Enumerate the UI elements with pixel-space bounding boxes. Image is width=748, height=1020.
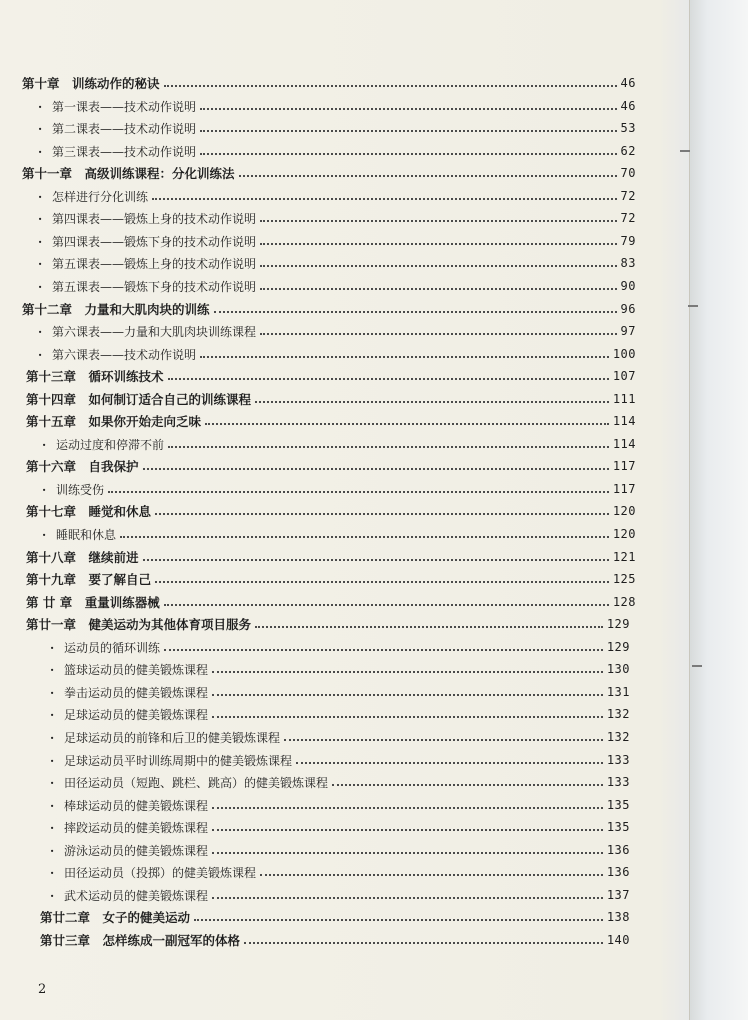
toc-dot-leader (143, 468, 609, 470)
toc-entry-title (50, 661, 210, 678)
toc-entry-text: 第廿一章 健美运动为其他体育项目服务 (26, 617, 252, 632)
toc-section-entry (42, 433, 636, 453)
paper-nick (680, 150, 690, 152)
toc-bullet: · (50, 799, 55, 813)
toc-chapter-entry (26, 455, 636, 475)
toc-page-number: 132 (606, 707, 630, 721)
toc-entry-title (38, 143, 198, 160)
toc-section-entry (38, 185, 636, 205)
toc-entry-text: 足球运动员的前锋和后卫的健美锻炼课程 (64, 731, 281, 745)
toc-dot-leader (255, 626, 603, 628)
toc-page-number: 125 (612, 572, 636, 586)
toc-entry-title (40, 931, 242, 949)
toc-page-number: 117 (612, 459, 636, 473)
toc-entry-text: 第十八章 继续前进 (26, 550, 139, 565)
toc-entry-text: 第十七章 睡觉和休息 (26, 504, 152, 519)
toc-entry-title (38, 278, 258, 295)
toc-entry-text: 第十六章 自我保护 (26, 459, 139, 474)
toc-dot-leader (212, 807, 603, 809)
toc-dot-leader (212, 716, 603, 718)
toc-dot-leader (164, 85, 617, 87)
toc-entry-text: 第三课表——技术动作说明 (52, 145, 197, 159)
toc-section-entry (50, 703, 630, 723)
toc-bullet: · (50, 731, 55, 745)
toc-page-number: 53 (620, 121, 636, 135)
toc-entry-title (26, 412, 203, 430)
toc-bullet: · (50, 663, 55, 677)
toc-bullet: · (42, 483, 47, 497)
toc-dot-leader (155, 513, 609, 515)
toc-page-number: 62 (620, 144, 636, 158)
toc-entry-title (50, 639, 162, 656)
toc-dot-leader (143, 559, 609, 561)
toc-bullet: · (50, 866, 55, 880)
toc-entry-title (50, 819, 210, 836)
toc-dot-leader (212, 694, 603, 696)
toc-bullet: · (38, 122, 43, 136)
toc-entry-text: 篮球运动员的健美锻炼课程 (64, 663, 209, 677)
toc-page-number: 121 (612, 550, 636, 564)
toc-page-number: 120 (612, 527, 636, 541)
toc-page-number: 135 (606, 820, 630, 834)
toc-entry-title (38, 323, 258, 340)
toc-chapter-entry (22, 162, 636, 182)
toc-entry-text: 怎样进行分化训练 (52, 190, 149, 204)
toc-dot-leader (200, 153, 617, 155)
toc-entry-title (42, 436, 166, 453)
toc-dot-leader (212, 829, 603, 831)
toc-page-number: 72 (620, 189, 636, 203)
toc-bullet: · (38, 100, 43, 114)
toc-entry-text: 足球运动员的健美锻炼课程 (64, 708, 209, 722)
paper-nick (688, 305, 698, 307)
toc-section-entry (50, 658, 630, 678)
toc-dot-leader (200, 356, 609, 358)
toc-dot-leader (244, 942, 603, 944)
toc-page-number: 132 (606, 730, 630, 744)
toc-section-entry (50, 816, 630, 836)
toc-entry-text: 武术运动员的健美锻炼课程 (64, 889, 209, 903)
page-edge-shadow (689, 0, 748, 1020)
toc-page-number: 140 (606, 933, 630, 947)
toc-chapter-entry (26, 568, 636, 588)
toc-dot-leader (255, 401, 609, 403)
toc-dot-leader (200, 130, 617, 132)
toc-page-number: 137 (606, 888, 630, 902)
toc-entry-text: 第十一章 高级训练课程：分化训练法 (22, 166, 235, 181)
toc-section-entry (38, 230, 636, 250)
toc-dot-leader (296, 762, 603, 764)
toc-bullet: · (42, 528, 47, 542)
toc-dot-leader (205, 423, 609, 425)
toc-entry-title (26, 502, 153, 520)
toc-entry-text: 第十二章 力量和大肌肉块的训练 (22, 302, 210, 317)
toc-section-entry (50, 794, 630, 814)
toc-bullet: · (50, 686, 55, 700)
toc-page-number: 100 (612, 347, 636, 361)
toc-page-number: 131 (606, 685, 630, 699)
toc-dot-leader (212, 897, 603, 899)
toc-chapter-entry (26, 500, 636, 520)
toc-dot-leader (239, 175, 617, 177)
toc-entry-title (50, 864, 258, 881)
toc-page-number: 120 (612, 504, 636, 518)
toc-bullet: · (38, 235, 43, 249)
toc-entry-title (50, 774, 330, 791)
toc-section-entry (38, 140, 636, 160)
toc-page-number: 135 (606, 798, 630, 812)
toc-dot-leader (164, 649, 603, 651)
toc-entry-title (26, 457, 141, 475)
toc-page-number: 129 (606, 617, 630, 631)
toc-entry-text: 田径运动员（短跑、跳栏、跳高）的健美锻炼课程 (64, 776, 329, 790)
toc-entry-title (50, 797, 210, 814)
toc-entry-title (50, 752, 294, 769)
toc-entry-text: 棒球运动员的健美锻炼课程 (64, 799, 209, 813)
toc-page-number: 96 (620, 302, 636, 316)
toc-page-number: 72 (620, 211, 636, 225)
toc-dot-leader (260, 265, 617, 267)
toc-page-number: 111 (612, 392, 636, 406)
toc-page-number: 46 (620, 99, 636, 113)
toc-dot-leader (155, 581, 609, 583)
toc-dot-leader (152, 198, 617, 200)
toc-bullet: · (50, 641, 55, 655)
toc-dot-leader (260, 288, 617, 290)
toc-bullet: · (38, 190, 43, 204)
toc-page-number: 83 (620, 256, 636, 270)
toc-dot-leader (212, 671, 603, 673)
toc-chapter-entry (26, 591, 636, 611)
toc-chapter-entry (22, 72, 636, 92)
toc-entry-text: 第十四章 如何制订适合自己的训练课程 (26, 392, 252, 407)
toc-section-entry (50, 749, 630, 769)
toc-chapter-entry (26, 613, 630, 633)
toc-section-entry (50, 861, 630, 881)
toc-dot-leader (260, 333, 617, 335)
toc-entry-text: 田径运动员（投掷）的健美锻炼课程 (64, 866, 257, 880)
toc-page-number: 136 (606, 843, 630, 857)
toc-bullet: · (42, 438, 47, 452)
toc-entry-title (38, 210, 258, 227)
toc-section-entry (38, 207, 636, 227)
toc-entry-title (38, 188, 150, 205)
toc-chapter-entry (40, 929, 630, 949)
toc-bullet: · (50, 844, 55, 858)
toc-bullet: · (38, 212, 43, 226)
toc-chapter-entry (26, 410, 636, 430)
toc-entry-title (50, 706, 210, 723)
toc-page-number: 107 (612, 369, 636, 383)
toc-page-number: 133 (606, 775, 630, 789)
toc-dot-leader (260, 243, 617, 245)
toc-bullet: · (50, 708, 55, 722)
toc-entry-text: 睡眠和休息 (56, 528, 117, 542)
toc-dot-leader (194, 919, 603, 921)
toc-entry-title (26, 548, 141, 566)
toc-page-number: 136 (606, 865, 630, 879)
toc-dot-leader (212, 852, 603, 854)
toc-chapter-entry (26, 546, 636, 566)
toc-chapter-entry (40, 906, 630, 926)
toc-entry-text: 摔跤运动员的健美锻炼课程 (64, 821, 209, 835)
toc-entry-title (22, 164, 237, 182)
toc-entry-title (38, 120, 198, 137)
toc-page-number: 46 (620, 76, 636, 90)
toc-page-number: 114 (612, 437, 636, 451)
toc-entry-title (50, 887, 210, 904)
toc-entry-text: 第廿二章 女子的健美运动 (40, 910, 191, 925)
toc-section-entry (50, 839, 630, 859)
toc-entry-text: 拳击运动员的健美锻炼课程 (64, 686, 209, 700)
toc-entry-title (38, 255, 258, 272)
toc-entry-title (38, 98, 198, 115)
toc-section-entry (50, 726, 630, 746)
toc-section-entry (38, 320, 636, 340)
toc-entry-text: 第十三章 循环训练技术 (26, 369, 164, 384)
toc-entry-text: 第十九章 要了解自己 (26, 572, 152, 587)
toc-entry-title (26, 390, 253, 408)
toc-entry-text: 游泳运动员的健美锻炼课程 (64, 844, 209, 858)
toc-entry-text: 运动员的循环训练 (64, 641, 161, 655)
toc-entry-title (38, 233, 258, 250)
toc-bullet: · (38, 348, 43, 362)
toc-entry-text: 第十章 训练动作的秘诀 (22, 76, 160, 91)
toc-dot-leader (214, 311, 617, 313)
toc-entry-text: 第一课表——技术动作说明 (52, 100, 197, 114)
toc-page-number: 133 (606, 753, 630, 767)
toc-entry-title (26, 593, 162, 611)
toc-entry-title (50, 684, 210, 701)
toc-dot-leader (120, 536, 609, 538)
toc-entry-title (26, 570, 153, 588)
toc-entry-title (22, 74, 162, 92)
toc-section-entry (38, 95, 636, 115)
toc-page-number: 97 (620, 324, 636, 338)
toc-page-number: 79 (620, 234, 636, 248)
toc-entry-text: 足球运动员平时训练周期中的健美锻炼课程 (64, 754, 293, 768)
toc-entry-title (38, 346, 198, 363)
toc-page-number: 117 (612, 482, 636, 496)
toc-dot-leader (260, 874, 603, 876)
toc-dot-leader (168, 378, 609, 380)
toc-bullet: · (38, 280, 43, 294)
toc-section-entry (38, 252, 636, 272)
toc-section-entry (42, 478, 636, 498)
toc-section-entry (38, 343, 636, 363)
toc-entry-title (50, 842, 210, 859)
toc-entry-title (42, 481, 106, 498)
toc-page-number: 130 (606, 662, 630, 676)
toc-dot-leader (168, 446, 609, 448)
toc-dot-leader (108, 491, 609, 493)
toc-section-entry (38, 275, 636, 295)
toc-entry-text: 第 廿 章 重量训练器械 (26, 595, 160, 610)
toc-bullet: · (50, 754, 55, 768)
toc-page-number: 128 (612, 595, 636, 609)
toc-entry-text: 第六课表——技术动作说明 (52, 348, 197, 362)
toc-page-number: 90 (620, 279, 636, 293)
toc-page-number: 114 (612, 414, 636, 428)
toc-entry-text: 第五课表——锻炼下身的技术动作说明 (52, 280, 257, 294)
toc-entry-text: 第二课表——技术动作说明 (52, 122, 197, 136)
toc-entry-text: 第四课表——锻炼下身的技术动作说明 (52, 235, 257, 249)
toc-entry-title (22, 300, 212, 318)
toc-dot-leader (284, 739, 603, 741)
toc-chapter-entry (26, 388, 636, 408)
toc-section-entry (50, 681, 630, 701)
toc-entry-text: 第六课表——力量和大肌肉块训练课程 (52, 325, 257, 339)
toc-chapter-entry (22, 298, 636, 318)
toc-dot-leader (260, 220, 617, 222)
page-number: 2 (38, 982, 47, 997)
toc-entry-text: 第四课表——锻炼上身的技术动作说明 (52, 212, 257, 226)
toc-bullet: · (38, 145, 43, 159)
toc-bullet: · (38, 257, 43, 271)
toc-bullet: · (50, 776, 55, 790)
toc-section-entry (42, 523, 636, 543)
toc-entry-title (40, 908, 192, 926)
toc-entry-title (26, 367, 166, 385)
toc-dot-leader (200, 108, 617, 110)
toc-dot-leader (332, 784, 603, 786)
toc-entry-text: 训练受伤 (56, 483, 105, 497)
toc-page-number: 70 (620, 166, 636, 180)
toc-dot-leader (164, 604, 609, 606)
toc-page-number: 138 (606, 910, 630, 924)
toc-section-entry (38, 117, 636, 137)
toc-bullet: · (50, 889, 55, 903)
toc-entry-text: 第廿三章 怎样练成一副冠军的体格 (40, 933, 241, 948)
toc-chapter-entry (26, 365, 636, 385)
toc-entry-title (50, 729, 282, 746)
toc-entry-title (42, 526, 118, 543)
toc-bullet: · (50, 821, 55, 835)
paper-nick (692, 665, 702, 667)
toc-section-entry (50, 636, 630, 656)
toc-page-number: 129 (606, 640, 630, 654)
toc-entry-text: 运动过度和停滞不前 (56, 438, 165, 452)
toc-section-entry (50, 771, 630, 791)
toc-section-entry (50, 884, 630, 904)
toc-entry-text: 第五课表——锻炼上身的技术动作说明 (52, 257, 257, 271)
toc-entry-title (26, 615, 253, 633)
toc-entry-text: 第十五章 如果你开始走向乏味 (26, 414, 202, 429)
toc-bullet: · (38, 325, 43, 339)
